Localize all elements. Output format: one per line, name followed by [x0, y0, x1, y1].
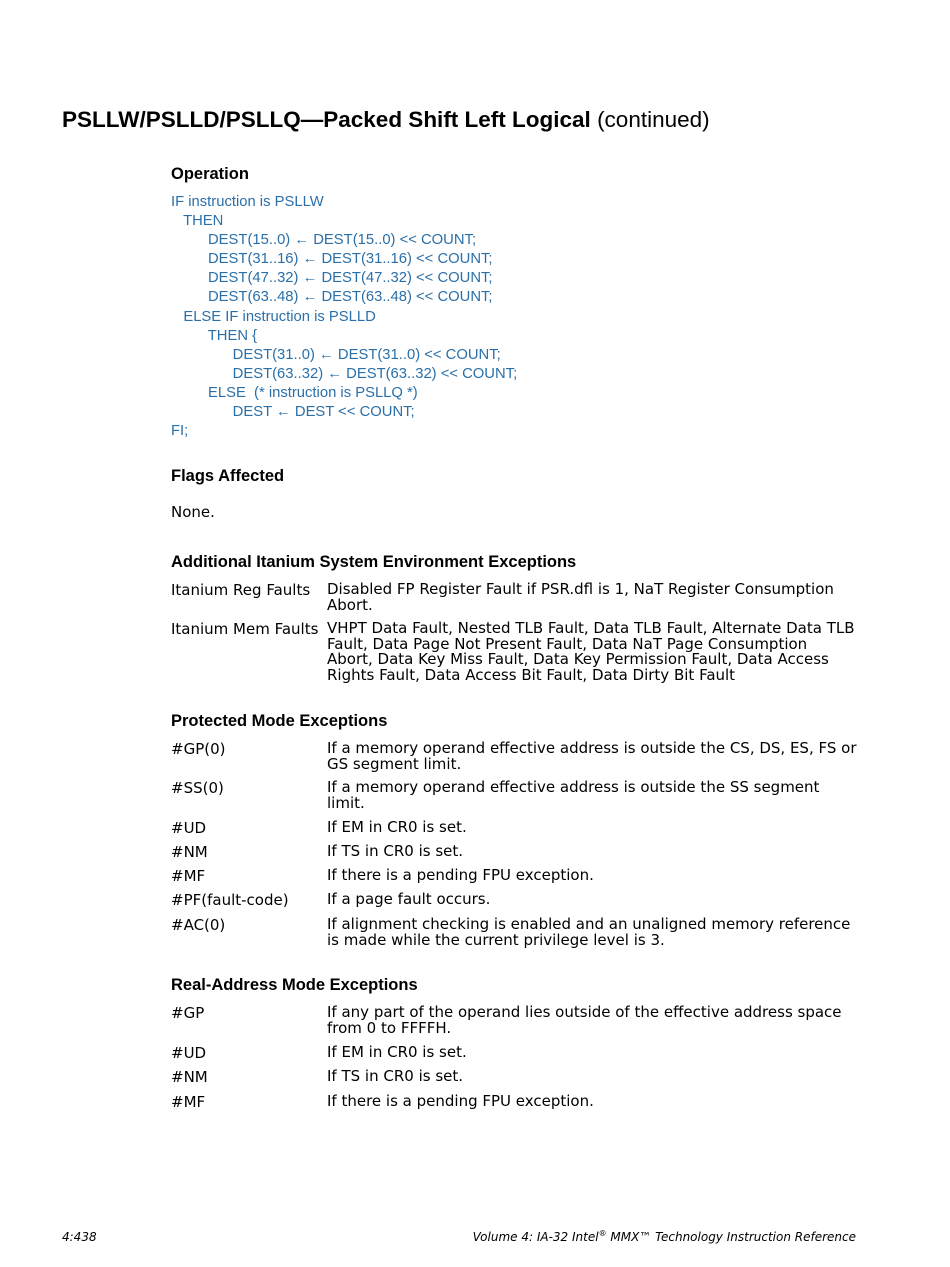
exception-code: Itanium Reg Faults: [171, 581, 311, 599]
code-line: FI;: [171, 423, 189, 440]
exception-description: If there is a pending FPU exception.: [327, 1092, 594, 1110]
exception-code: #GP(0): [171, 740, 226, 758]
code-line: DEST(31..0) ← DEST(31..0) << COUNT;: [171, 346, 501, 363]
exception-code: #NM: [171, 1068, 208, 1086]
page-title: [62, 104, 710, 136]
registered-mark: ®: [598, 1229, 607, 1238]
exception-description: Disabled FP Register Fault if PSR.dfl is 1, NaT Register Consumption Abort.: [327, 580, 834, 614]
exception-description: If a memory operand effective address is outside the CS, DS, ES, FS or GS segment limit.: [327, 739, 857, 773]
exception-code: #GP: [171, 1004, 205, 1022]
code-line: DEST(15..0) ← DEST(15..0) << COUNT;: [171, 232, 477, 249]
exception-code: #NM: [171, 843, 208, 861]
exception-code: #AC(0): [171, 916, 226, 934]
exception-description: If any part of the operand lies outside of the effective address space from 0 to FFFFH.: [327, 1003, 842, 1037]
flags-heading: Flags Affected: [171, 467, 285, 485]
title-main: PSLLW/PSLLD/PSLLQ—Packed Shift Left Logical: [62, 107, 591, 132]
code-line: DEST(47..32) ← DEST(47..32) << COUNT;: [171, 270, 493, 287]
operation-code: [171, 193, 517, 441]
footer-ref-prefix: Volume 4: IA-32 Intel: [472, 1230, 599, 1244]
code-line: DEST(31..16) ← DEST(31..16) << COUNT;: [171, 251, 493, 268]
footer-reference: [473, 1229, 856, 1245]
operation-heading: Operation: [171, 165, 249, 183]
code-line: DEST(63..32) ← DEST(63..32) << COUNT;: [171, 365, 518, 382]
exception-code: #UD: [171, 1044, 207, 1062]
code-line: ELSE IF instruction is PSLLD: [171, 308, 376, 325]
exception-description: If a page fault occurs.: [327, 890, 491, 908]
exception-code: #UD: [171, 819, 207, 837]
code-line: DEST(63..48) ← DEST(63..48) << COUNT;: [171, 289, 493, 306]
title-suffix: (continued): [590, 107, 710, 132]
itanium-heading: Additional Itanium System Environment Exceptions: [171, 553, 577, 571]
exception-code: #PF(fault-code): [171, 891, 289, 909]
exception-code: Itanium Mem Faults: [171, 620, 319, 638]
exception-description: If TS in CR0 is set.: [327, 842, 464, 860]
code-line: THEN {: [171, 327, 258, 344]
exception-description: VHPT Data Fault, Nested TLB Fault, Data TLB Fault, Alternate Data TLB Fault, Data Page Not Present Fault, Data NaT Page Consumption Abort, Data Key Miss Fault, Data Key Permission Fault, Data Access Rights Fault, Data Access Bit Fault, Data Dirty Bit Fault: [327, 619, 855, 684]
exception-description: If there is a pending FPU exception.: [327, 866, 594, 884]
exception-description: If EM in CR0 is set.: [327, 818, 467, 836]
code-line: THEN: [171, 213, 224, 230]
exception-code: #MF: [171, 1093, 206, 1111]
page-number: 4:438: [62, 1230, 97, 1244]
exception-description: If EM in CR0 is set.: [327, 1043, 467, 1061]
flags-text: None.: [171, 503, 215, 521]
exception-code: #MF: [171, 867, 206, 885]
footer-ref-suffix: MMX™ Technology Instruction Reference: [606, 1230, 856, 1244]
exception-description: If a memory operand effective address is outside the SS segment limit.: [327, 778, 820, 812]
code-line: DEST ← DEST << COUNT;: [171, 404, 415, 421]
code-line: ELSE (* instruction is PSLLQ *): [171, 384, 418, 401]
protected-heading: Protected Mode Exceptions: [171, 712, 388, 730]
real-mode-heading: Real-Address Mode Exceptions: [171, 976, 418, 994]
exception-code: #SS(0): [171, 779, 224, 797]
exception-description: If alignment checking is enabled and an unaligned memory reference is made while the current privilege level is 3.: [327, 915, 851, 949]
code-line: IF instruction is PSLLW: [171, 194, 324, 210]
exception-description: If TS in CR0 is set.: [327, 1067, 464, 1085]
